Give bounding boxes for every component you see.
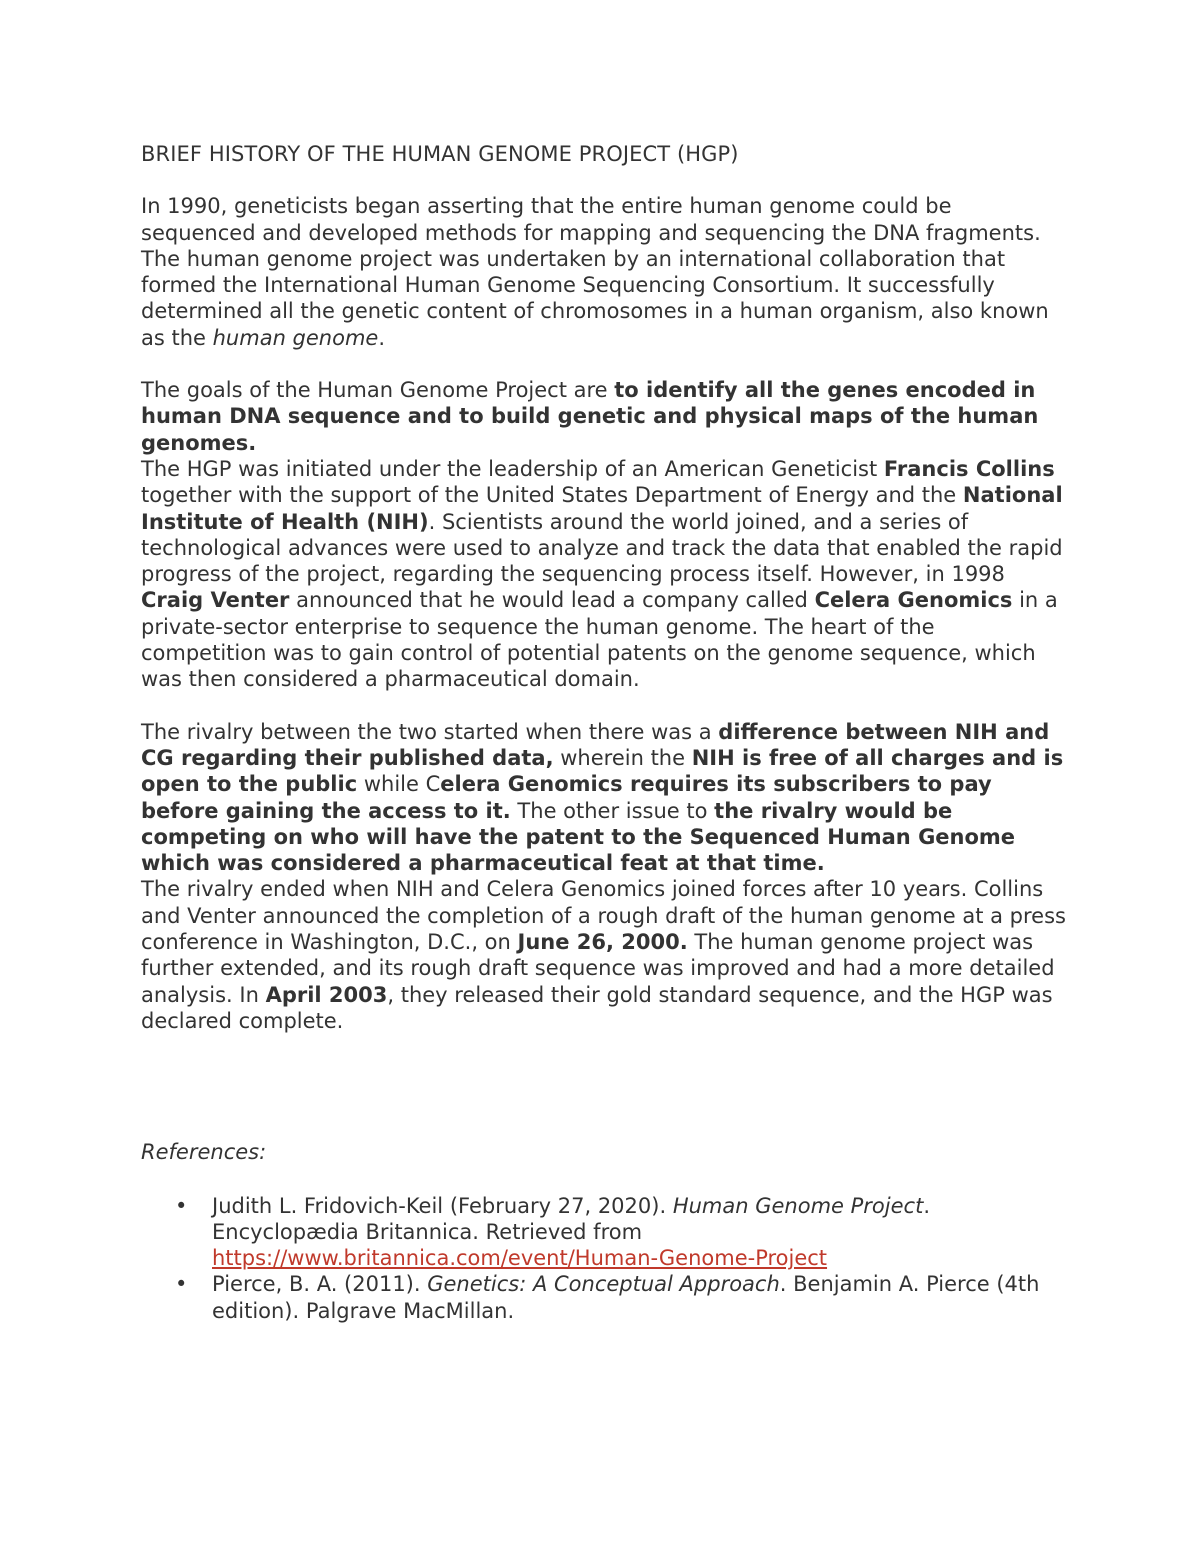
bold-text: Celera Genomics [814,588,1013,613]
paragraph-text: together with the support of the United States Department of Energy and the [141,483,963,508]
reference-text: . Encyclopædia Britannica. Retrieved from [212,1193,930,1244]
paragraph-text: while C [357,772,441,797]
bold-text: June 26, 2000. [517,930,688,955]
reference-title: Genetics: A Conceptual Approach [427,1272,780,1297]
paragraph-text: The other issue to [510,798,715,823]
bold-text: Francis Collins [883,456,1055,481]
paragraph-text: . Scientists around the world joined, and a series of technological advances were used to analyze and track the data that enabled the rapid progress of the project, regarding the sequencing process itself. However, in 1998 [141,509,1063,587]
paragraph-text: in a private-sector enterprise to sequence the human genome. The heart of the competition was to gain control of potential patents on the genome sequence, which was then considered a pharmaceutical domain. [141,588,1058,692]
bold-text: NIH is free of all charges and is open to the public [141,745,1064,797]
bold-text: difference between NIH and CG regarding their published data, [141,719,1050,770]
reference-text: . Benjamin A. Pierce (4th edition). Palgrave MacMillan. [212,1272,1040,1323]
bullet-icon: • [175,1193,188,1218]
italic-term: human genome [212,325,379,350]
paragraph-text: wherein the [553,745,692,770]
document-title: BRIEF HISTORY OF THE HUMAN GENOME PROJECT (HGP) [141,142,739,166]
reference-title: Human Genome Project [672,1193,924,1218]
bold-text: to identify all the genes encoded in human DNA sequence and to build genetic and physical maps of the human genomes. [141,378,1039,455]
reference-item [175,1193,1066,1272]
paragraph-text: The HGP was initiated under the leadership of an American Geneticist [141,456,884,481]
paragraph-text: The goals of the Human Genome Project are [141,378,615,403]
paragraph-text: . [378,325,386,350]
bold-text: April 2003 [265,982,388,1007]
paragraph-leadership [141,456,1066,693]
paragraph-text: The human genome project was further extended, and its rough draft sequence was improved and had a more detailed analysis. In [141,930,1055,1007]
bold-text: the rivalry would be competing on who will have the patent to the Sequenced Human Genome which was considered a pharmaceutical feat at that time. [141,798,1016,876]
paragraph-ending [141,876,1066,1034]
reference-link[interactable]: https://www.britannica.com/event/Human-Genome-Project [212,1246,828,1271]
bullet-icon: • [175,1272,188,1297]
bold-text: National Institute of Health (NIH) [141,483,1063,534]
paragraph-intro [141,193,1066,351]
paragraph-text: The rivalry ended when NIH and Celera Genomics joined forces after 10 years. Collins and Venter announced the completion of a rough draft of the human genome at a press conference in Washington, D.C., on [141,877,1066,955]
bold-text: Craig Venter [141,588,290,613]
references-label: References: [141,1140,267,1165]
paragraph-text: announced that he would lead a company called [289,588,815,613]
paragraph-text: , they released their gold standard sequence, and the HGP was declared complete. [141,982,1053,1033]
references-list [141,1193,1066,1324]
paragraph-goals [141,377,1066,456]
reference-item [175,1271,1066,1324]
bold-text: elera Genomics requires its subscribers to pay before gaining the access to it. [141,772,992,823]
paragraph-text: The rivalry between the two started when there was a [141,719,719,744]
paragraph-rivalry [141,719,1066,877]
paragraph-text: In 1990, geneticists began asserting that the entire human genome could be sequenced and developed methods for mapping and sequencing the DNA fragments. The human genome project was undertaken by an international collaboration that formed the International Human Genome Sequencing Consortium. It successfully determined all the genetic content of chromosomes in a human organism, also known as the [141,194,1049,350]
document-body [141,141,1066,1324]
reference-text: Pierce, B. A. (2011). [212,1272,428,1297]
reference-text: Judith L. Fridovich-Keil (February 27, 2020). [212,1193,673,1218]
